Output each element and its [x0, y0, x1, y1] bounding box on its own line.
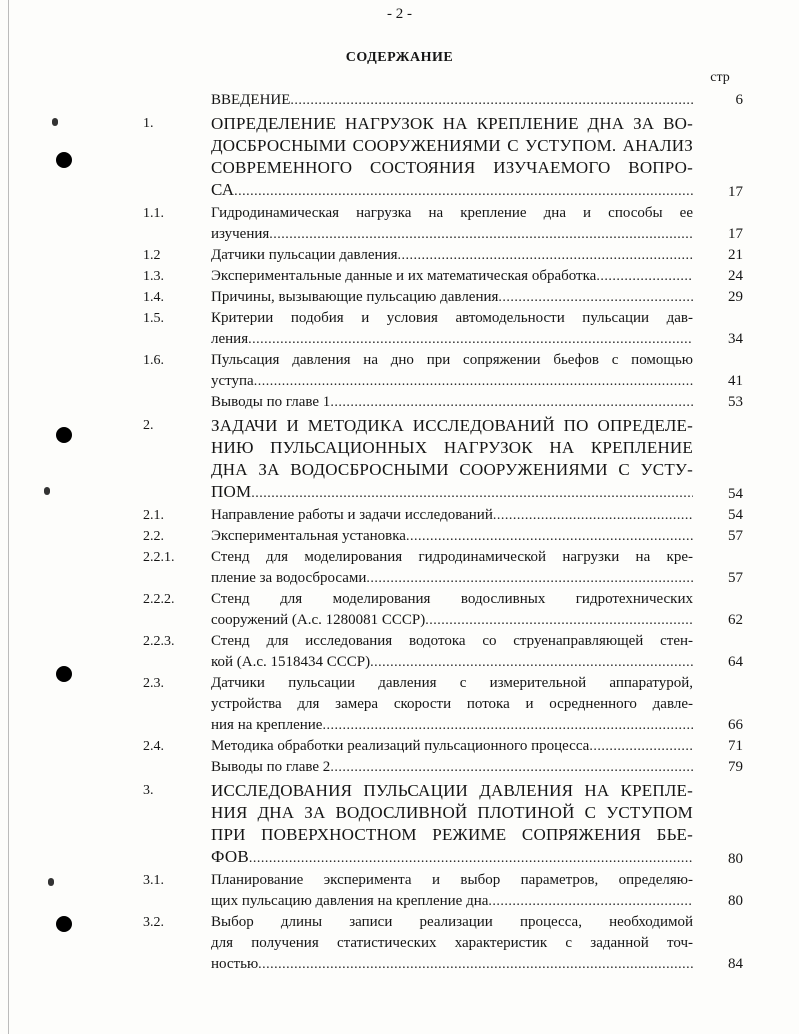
toc-entry-leader-line	[211, 736, 693, 757]
toc-entry	[0, 547, 799, 589]
toc-entry-leader-line	[211, 481, 693, 505]
toc-entry-title	[211, 350, 693, 392]
toc-entry-page: 17	[728, 184, 743, 200]
toc-entry-number: 1.4.	[143, 290, 164, 305]
toc-entry	[0, 113, 799, 203]
toc-entry-line: для получения статистических характеристик с заданной точ-	[211, 935, 693, 951]
toc-entry-line: НИЮ ПУЛЬСАЦИОННЫХ НАГРУЗОК НА КРЕПЛЕНИЕ	[211, 438, 693, 457]
toc-entry-page: 6	[735, 92, 743, 108]
toc-entry-line: ИССЛЕДОВАНИЯ ПУЛЬСАЦИИ ДАВЛЕНИЯ НА КРЕПЛЕ-	[211, 781, 693, 800]
toc-entry-number: 1.3.	[143, 269, 164, 284]
toc-entry-leader-line	[211, 224, 693, 245]
toc-entry-line: ЗАДАЧИ И МЕТОДИКА ИССЛЕДОВАНИЙ ПО ОПРЕДЕЛЕ-	[211, 416, 693, 435]
toc-entry	[0, 245, 799, 266]
toc-entry-number: 2.1.	[143, 508, 164, 523]
toc-entry-line: ДНА ЗА ВОДОСБРОСНЫМИ СООРУЖЕНИЯМИ С УСТУ-	[211, 460, 693, 479]
toc-entry-line: Методика обработки реализаций пульсационного процесса	[211, 738, 590, 754]
toc-entry-line: Стенд для исследования водотока со струенаправляющей стен-	[211, 633, 693, 649]
toc-entry-title	[211, 113, 693, 203]
toc-entry-number: 1.5.	[143, 311, 164, 326]
toc-entry-title	[211, 912, 693, 975]
toc-entry-page: 62	[728, 612, 743, 628]
toc-entry-number: 2.2.	[143, 529, 164, 544]
toc-entry-number: 1.	[143, 116, 154, 131]
toc-entry-leader-line	[211, 715, 693, 736]
toc-entry	[0, 203, 799, 245]
toc-entry-leader-line	[211, 329, 693, 350]
dot-leader	[249, 848, 693, 870]
toc-entry-title	[211, 589, 693, 631]
toc-entry-number: 2.4.	[143, 739, 164, 754]
toc-entry-title	[211, 392, 693, 413]
toc-entry	[0, 780, 799, 870]
toc-entry-title	[211, 673, 693, 736]
toc-entry-line: Выбор длины записи реализации процесса, необходимой	[211, 914, 693, 930]
toc-entry-page: 34	[728, 331, 743, 347]
toc-entry-line: Выводы по главе 2	[211, 759, 331, 775]
dot-leader	[330, 392, 693, 413]
toc-entry-number: 3.	[143, 783, 154, 798]
toc-entry-page: 24	[728, 268, 743, 284]
toc-entry	[0, 912, 799, 975]
toc-entry-title	[211, 736, 693, 757]
toc-entry-leader-line	[211, 371, 693, 392]
toc-entry-page: 29	[728, 289, 743, 305]
page-column-label: стр	[710, 70, 730, 85]
toc-entry-line: ПРИ ПОВЕРХНОСТНОМ РЕЖИМЕ СОПРЯЖЕНИЯ БЬЕ-	[211, 825, 693, 844]
table-of-contents	[0, 90, 799, 975]
toc-entry-leader-line	[211, 90, 693, 111]
toc-entry-title	[211, 780, 693, 870]
toc-entry-line: ления	[211, 331, 249, 347]
toc-entry-line: СА	[211, 180, 235, 199]
toc-entry-title	[211, 757, 693, 778]
toc-entry-leader-line	[211, 245, 693, 266]
toc-entry-leader-line	[211, 266, 693, 287]
toc-entry-line: Планирование эксперимента и выбор параметров, определяю-	[211, 872, 693, 888]
toc-entry-title	[211, 526, 693, 547]
toc-entry-page: 17	[728, 226, 743, 242]
dot-leader	[498, 287, 693, 308]
toc-entry	[0, 308, 799, 350]
toc-entry-title	[211, 266, 693, 287]
toc-entry-leader-line	[211, 891, 693, 912]
toc-entry-line: Гидродинамическая нагрузка на крепление дна и способы ее	[211, 205, 693, 221]
toc-entry	[0, 350, 799, 392]
toc-entry-line: пление за водосбросами	[211, 570, 367, 586]
toc-entry-leader-line	[211, 846, 693, 870]
toc-entry-leader-line	[211, 392, 693, 413]
toc-entry	[0, 870, 799, 912]
toc-entry-line: Экспериментальная установка	[211, 528, 406, 544]
dot-leader	[398, 245, 694, 266]
toc-entry-line: Пульсация давления на дно при сопряжении бьефов с помощью	[211, 352, 693, 368]
dot-leader	[425, 610, 693, 631]
toc-entry-line: Датчики пульсации давления	[211, 247, 398, 263]
dot-leader	[370, 652, 693, 673]
toc-entry-page: 54	[728, 507, 743, 523]
toc-entry-line: ностью	[211, 956, 259, 972]
toc-entry-leader-line	[211, 954, 693, 975]
dot-leader	[251, 483, 693, 505]
dot-leader	[406, 526, 693, 547]
toc-entry-line: Экспериментальные данные и их математическая обработка	[211, 268, 597, 284]
toc-entry-line: Выводы по главе 1	[211, 394, 331, 410]
toc-entry	[0, 90, 799, 111]
toc-entry	[0, 526, 799, 547]
toc-entry-number: 3.2.	[143, 915, 164, 930]
toc-entry	[0, 505, 799, 526]
toc-entry-title	[211, 308, 693, 350]
toc-entry	[0, 287, 799, 308]
toc-entry-line: ОПРЕДЕЛЕНИЕ НАГРУЗОК НА КРЕПЛЕНИЕ ДНА ЗА ВО-	[211, 114, 693, 133]
dot-leader	[493, 505, 693, 526]
toc-entry-line: кой (А.с. 1518434 СССР)	[211, 654, 371, 670]
toc-entry	[0, 589, 799, 631]
toc-entry-page: 57	[728, 570, 743, 586]
toc-entry-line: Стенд для моделирования водосливных гидротехнических	[211, 591, 693, 607]
toc-entry-line: Стенд для моделирования гидродинамической нагрузки на кре-	[211, 549, 693, 565]
toc-entry-line: Критерии подобия и условия автомодельности пульсации дав-	[211, 310, 693, 326]
toc-entry-number: 2.3.	[143, 676, 164, 691]
toc-entry-title	[211, 287, 693, 308]
toc-entry	[0, 392, 799, 413]
toc-entry-title	[211, 505, 693, 526]
toc-entry-page: 66	[728, 717, 743, 733]
toc-entry-line: СОВРЕМЕННОГО СОСТОЯНИЯ ИЗУЧАЕМОГО ВОПРО-	[211, 158, 693, 177]
toc-entry-page: 80	[728, 851, 743, 867]
dot-leader	[290, 90, 693, 111]
toc-entry-line: ВВЕДЕНИЕ	[211, 92, 291, 108]
toc-entry-leader-line	[211, 652, 693, 673]
dot-leader	[269, 224, 693, 245]
dot-leader	[488, 891, 693, 912]
toc-entry-page: 53	[728, 394, 743, 410]
toc-entry-line: ДОСБРОСНЫМИ СООРУЖЕНИЯМИ С УСТУПОМ. АНАЛИЗ	[211, 136, 693, 155]
toc-entry	[0, 631, 799, 673]
dot-leader	[330, 757, 693, 778]
toc-entry-leader-line	[211, 179, 693, 203]
page-title: СОДЕРЖАНИЕ	[345, 50, 454, 65]
toc-entry-leader-line	[211, 526, 693, 547]
toc-entry-page: 41	[728, 373, 743, 389]
toc-entry-title	[211, 870, 693, 912]
dot-leader	[596, 266, 693, 287]
toc-entry-leader-line	[211, 505, 693, 526]
toc-entry-line: ПОМ	[211, 482, 252, 501]
toc-entry-title	[211, 547, 693, 589]
toc-entry-number: 2.	[143, 418, 154, 433]
toc-entry-number: 3.1.	[143, 873, 164, 888]
toc-entry-line: Причины, вызывающие пульсацию давления	[211, 289, 499, 305]
toc-entry-page: 57	[728, 528, 743, 544]
dot-leader	[234, 181, 693, 203]
toc-entry-title	[211, 415, 693, 505]
toc-entry-leader-line	[211, 287, 693, 308]
toc-entry-leader-line	[211, 610, 693, 631]
toc-entry-line: Датчики пульсации давления с измерительной аппаратурой,	[211, 675, 693, 691]
toc-entry-line: НИЯ ДНА ЗА ВОДОСЛИВНОЙ ПЛОТИНОЙ С УСТУПОМ	[211, 803, 693, 822]
dot-leader	[258, 954, 693, 975]
toc-entry-line: сооружений (А.с. 1280081 СССР)	[211, 612, 426, 628]
toc-entry-line: Направление работы и задачи исследований	[211, 507, 493, 523]
toc-entry	[0, 736, 799, 757]
toc-entry-leader-line	[211, 568, 693, 589]
toc-entry-page: 79	[728, 759, 743, 775]
toc-entry	[0, 673, 799, 736]
toc-entry-number: 2.2.2.	[143, 592, 175, 607]
toc-entry-number: 2.2.3.	[143, 634, 175, 649]
toc-entry-number: 2.2.1.	[143, 550, 175, 565]
toc-entry-leader-line	[211, 757, 693, 778]
toc-entry-number: 1.2	[143, 248, 161, 263]
toc-entry-line: уступа	[211, 373, 254, 389]
toc-entry-title	[211, 245, 693, 266]
dot-leader	[589, 736, 693, 757]
toc-entry-line: ния на крепление	[211, 717, 323, 733]
toc-entry-number: 1.6.	[143, 353, 164, 368]
toc-entry-title	[211, 90, 693, 111]
toc-entry-title	[211, 203, 693, 245]
dot-leader	[322, 715, 693, 736]
toc-entry-page: 21	[728, 247, 743, 263]
dot-leader	[254, 371, 693, 392]
toc-entry-title	[211, 631, 693, 673]
toc-entry-line: щих пульсацию давления на крепление дна	[211, 893, 489, 909]
toc-entry-line: ФОВ	[211, 847, 249, 866]
toc-entry-page: 80	[728, 893, 743, 909]
toc-entry	[0, 757, 799, 778]
page-number: - 2 -	[387, 6, 412, 22]
toc-entry-page: 54	[728, 486, 743, 502]
toc-entry	[0, 415, 799, 505]
toc-entry-number: 1.1.	[143, 206, 164, 221]
dot-leader	[248, 329, 693, 350]
toc-entry-line: устройства для замера скорости потока и осредненного давле-	[211, 696, 693, 712]
toc-entry-page: 71	[728, 738, 743, 754]
toc-entry-page: 64	[728, 654, 743, 670]
dot-leader	[366, 568, 693, 589]
toc-entry-line: изучения	[211, 226, 270, 242]
toc-entry-page: 84	[728, 956, 743, 972]
toc-entry	[0, 266, 799, 287]
